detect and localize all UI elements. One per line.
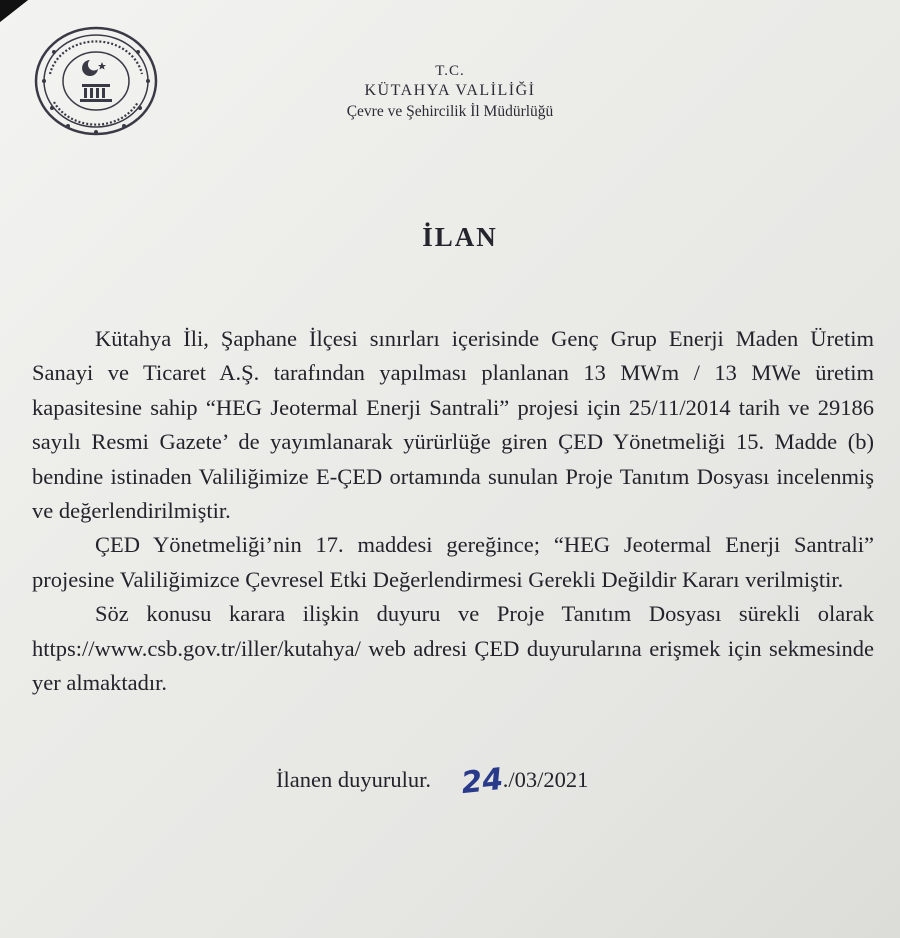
header-directorate: Çevre ve Şehircilik İl Müdürlüğü [346, 103, 554, 120]
closing-date: ./03/2021 [502, 767, 589, 792]
header-governorship: KÜTAHYA VALİLİĞİ [364, 82, 536, 99]
paragraph-1: Kütahya İli, Şaphane İlçesi sınırları içerisinde Genç Grup Enerji Maden Üretim Sanayi ve Ticaret A.Ş. tarafından yapılması planlanan 13 MWm / 13 MWe üretim kapasitesine sahip “HEG Jeotermal Enerji Santrali” projesi için 25/11/2014 tarih ve 29186 sayılı Resmi Gazete’ de yayımlanarak yürürlüğe giren ÇED Yönetmeliği 15. Madde (b) bendine istinaden Valiliğimize E-ÇED ortamında sunulan Proje Tanıtım Dosyası incelenmiş ve değerlendirilmiştir. [32, 326, 874, 524]
paragraph-3: Söz konusu karara ilişkin duyuru ve Proje Tanıtım Dosyası sürekli olarak https://www.csb.gov.tr/iller/kutahya/ web adresi ÇED duyurularına erişmek için sekmesinde yer almaktadır. [32, 601, 874, 696]
document-body [32, 322, 874, 700]
handwritten-day: 24 [459, 761, 505, 802]
ministry-seal-icon [32, 24, 160, 138]
closing-text: İlanen duyurulur. [276, 767, 431, 792]
document-title: İLAN [422, 222, 498, 252]
header-tc: T.C. [435, 63, 465, 79]
paragraph-2: ÇED Yönetmeliği’nin 17. maddesi gereğince; “HEG Jeotermal Enerji Santrali” projesine Valiliğimizce Çevresel Etki Değerlendirmesi Gerekli Değildir Kararı verilmiştir. [32, 532, 874, 592]
document-header [300, 62, 600, 122]
closing-line [276, 760, 589, 802]
